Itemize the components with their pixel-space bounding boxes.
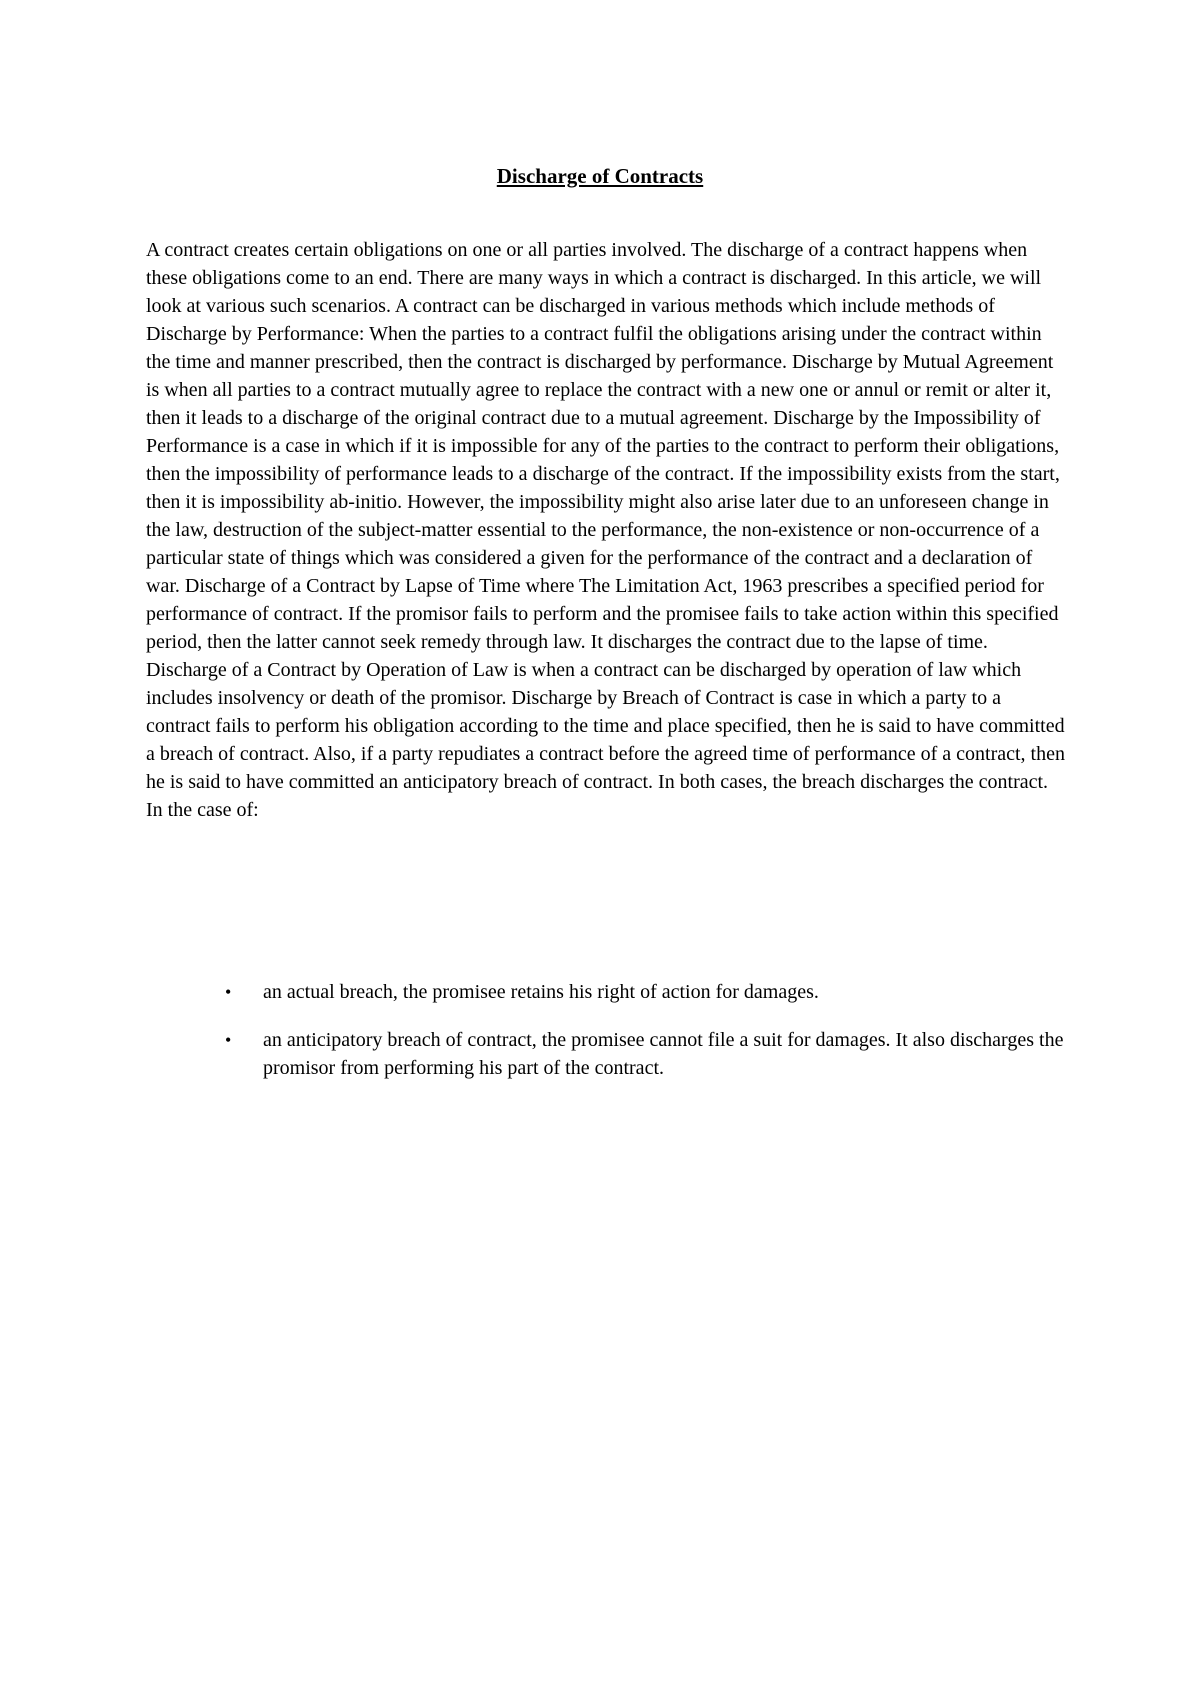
body-paragraph: A contract creates certain obligations on one or all parties involved. The discharge of a contract happens when these obligations come to an end. There are many ways in which a contract is discharged. In this article, we will look at various such scenarios. A contract can be discharged in various methods which include methods of Discharge by Performance: When the parties to a contract fulfil the obligations arising under the contract within the time and manner prescribed, then the contract is discharged by performance. Discharge by Mutual Agreement is when all parties to a contract mutually agree to replace the contract with a new one or annul or remit or alter it, then it leads to a discharge of the original contract due to a mutual agreement. Discharge by the Impossibility of Performance is a case in which if it is impossible for any of the parties to the contract to perform their obligations, then the impossibility of performance leads to a discharge of the contract. If the impossibility exists from the start, then it is impossibility ab-initio. However, the impossibility might also arise later due to an unforeseen change in the law, destruction of the subject-matter essential to the performance, the non-existence or non-occurrence of a particular state of things which was considered a given for the performance of the contract and a declaration of war. Discharge of a Contract by Lapse of Time where The Limitation Act, 1963 prescribes a specified period for performance of contract. If the promisor fails to perform and the promisee fails to take action within this specified period, then the latter cannot seek remedy through law. It discharges the contract due to the lapse of time. Discharge of a Contract by Operation of Law is when a contract can be discharged by operation of law which includes insolvency or death of the promisor. Discharge by Breach of Contract is case in which a party to a contract fails to perform his obligation according to the time and place specified, then he is said to have committed a breach of contract. Also, if a party repudiates a contract before the agreed time of performance of a contract, then he is said to have committed an anticipatory breach of contract. In both cases, the breach discharges the contract. In the case of: [146, 239, 1065, 821]
list-item [146, 978, 1066, 1006]
list-item-text: an actual breach, the promisee retains his right of action for damages. [263, 981, 819, 1003]
list-item [146, 1026, 1066, 1082]
bullet-list [146, 978, 1066, 1102]
list-item-text: an anticipatory breach of contract, the promisee cannot file a suit for damages. It also discharges the promisor from performing his part of the contract. [263, 1029, 1064, 1079]
bullet-icon: • [225, 982, 232, 1002]
bullet-icon: • [225, 1030, 232, 1050]
document-title: Discharge of Contracts [496, 164, 704, 188]
